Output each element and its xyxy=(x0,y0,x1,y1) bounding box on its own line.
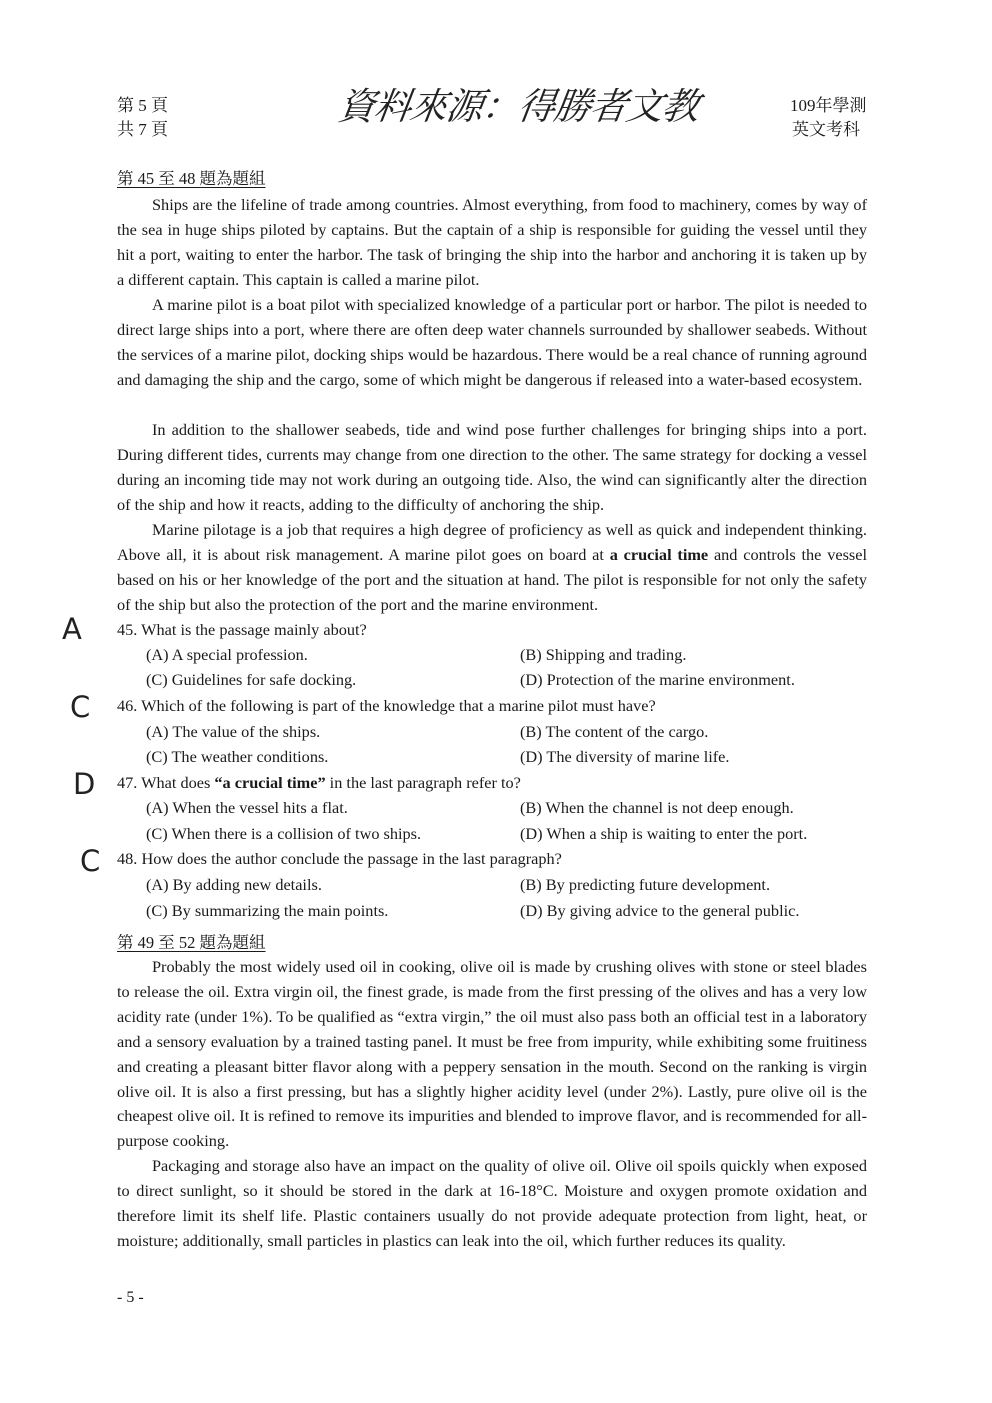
question-48-number: 48. xyxy=(117,849,138,868)
question-45-text: What is the passage mainly about? xyxy=(141,620,367,639)
question-46-option-c: (C) The weather conditions. xyxy=(146,747,329,766)
question-46-option-d: (D) The diversity of marine life. xyxy=(520,747,730,766)
question-48-option-a: (A) By adding new details. xyxy=(146,875,322,894)
question-45-option-c: (C) Guidelines for safe docking. xyxy=(146,670,357,689)
question-48-option-b: (B) By predicting future development. xyxy=(520,875,771,894)
question-46-option-a: (A) The value of the ships. xyxy=(146,722,321,741)
question-45-option-b: (B) Shipping and trading. xyxy=(520,645,687,664)
question-45-option-d: (D) Protection of the marine environment. xyxy=(520,670,795,689)
paragraph-4-text-b: and controls the vessel based on his or her knowledge of the port and the situation at hand. The pilot is responsible for not only the safety of the ship but also the protection of the port and the marine environment. xyxy=(117,544,867,614)
question-47-option-c: (C) When there is a collision of two ships. xyxy=(146,824,422,843)
question-47-quoted-phrase: “a crucial time” xyxy=(214,773,326,792)
question-47-option-b: (B) When the channel is not deep enough. xyxy=(520,798,794,817)
page-label: 第 5 頁 xyxy=(117,96,168,115)
question-45-stem xyxy=(117,618,367,642)
total-pages-label: 共 7 頁 xyxy=(117,120,168,139)
olive-oil-paragraph-1: Probably the most widely used oil in cooking, olive oil is made by crushing olives with stone or steel blades to release the oil. Extra virgin oil, the finest grade, is made from the first pressing of the olives and has a very low acidity rate (under 1%). To be qualified as “extra virgin,” the oil must also pass both an official test in a laboratory and a sensory evaluation by a trained tasting panel. It must be free from impurity, while exhibiting some fruitiness and creating a pleasant bitter flavor along with a peppery sensation in the mouth. Second on the ranking is virgin olive oil. It is also a first pressing, but has a slightly higher acidity level (under 2%). Lastly, pure olive oil is the cheapest olive oil. It is refined to remove its impurities and blended to improve flavor, and is recommended for all-purpose cooking. xyxy=(117,957,867,1151)
crucial-time-phrase: a crucial time xyxy=(609,544,709,564)
question-48-stem xyxy=(117,847,562,871)
exam-name: 109年學測 xyxy=(790,96,867,115)
passage-paragraph-2: A marine pilot is a boat pilot with specialized knowledge of a particular port or harbor. The pilot is needed to direct large ships into a port, where there are often deep water channels surrounded by shallower seabeds. Without the services of a marine pilot, docking ships would be hazardous. There would be a real chance of running aground and damaging the ship and the cargo, some of which might be dangerous if released into a water-based ecosystem. xyxy=(117,295,867,389)
question-47-number: 47. xyxy=(117,773,138,792)
paragraph-4-text-a: Marine pilotage is a job that requires a high degree of proficiency as well as quick and independent thinking. Above all, it is about risk management. A marine pilot goes on board at xyxy=(117,520,867,564)
question-46-number: 46. xyxy=(117,696,138,715)
passage-paragraph-3: In addition to the shallower seabeds, tide and wind pose further challenges for bringing ships into a port. During different tides, currents may change from one direction to the other. The same strategy for docking a vessel during an incoming tide may not work during an outgoing tide. Also, the wind can significantly alter the direction of the ship and how it reacts, adding to the difficulty of anchoring the ship. xyxy=(117,420,867,514)
handwritten-watermark: 資料來源：得勝者文教 xyxy=(335,85,702,128)
question-47-text-b: in the last paragraph refer to? xyxy=(325,773,521,792)
question-48-option-c: (C) By summarizing the main points. xyxy=(146,901,389,920)
group-title-45-48: 第 45 至 48 題為題組 xyxy=(117,169,266,188)
passage-paragraph-1: Ships are the lifeline of trade among countries. Almost everything, from food to machinery, comes by way of the sea in huge ships piloted by captains. But the captain of a ship is responsible for guiding the vessel until they hit a port, waiting to enter the harbor. The task of bringing the ship into the harbor and anchoring it is taken up by a different captain. This captain is called a marine pilot. xyxy=(117,195,867,289)
handwritten-answer-46: C xyxy=(70,690,91,724)
olive-oil-paragraph-2: Packaging and storage also have an impact on the quality of olive oil. Olive oil spoils quickly when exposed to direct sunlight, so it should be stored in the dark at 16-18°C. Moisture and oxygen promote oxidation and therefore limit its shelf life. Plastic containers usually do not provide adequate protection from light, heat, or moisture; additionally, small particles in plastics can leak into the oil, which further reduces its quality. xyxy=(117,1156,867,1250)
subject-name: 英文考科 xyxy=(792,120,860,139)
question-47-option-a: (A) When the vessel hits a flat. xyxy=(146,798,348,817)
question-48-option-d: (D) By giving advice to the general public. xyxy=(520,901,800,920)
question-46-stem xyxy=(117,694,656,718)
question-47-stem xyxy=(117,771,521,795)
handwritten-answer-47: D xyxy=(73,767,96,801)
question-45-number: 45. xyxy=(117,620,138,639)
group-title-49-52: 第 49 至 52 題為題組 xyxy=(117,933,266,952)
passage-paragraph-4 xyxy=(117,518,867,618)
handwritten-answer-45: A xyxy=(62,612,82,646)
handwritten-answer-48: C xyxy=(80,844,101,878)
question-48-text: How does the author conclude the passage in the last paragraph? xyxy=(141,849,562,868)
question-47-option-d: (D) When a ship is waiting to enter the port. xyxy=(520,824,808,843)
page-number: - 5 - xyxy=(117,1289,144,1306)
question-46-text: Which of the following is part of the knowledge that a marine pilot must have? xyxy=(141,696,656,715)
question-45-option-a: (A) A special profession. xyxy=(146,645,308,664)
question-47-text-a: What does xyxy=(141,773,215,792)
question-46-option-b: (B) The content of the cargo. xyxy=(520,722,709,741)
